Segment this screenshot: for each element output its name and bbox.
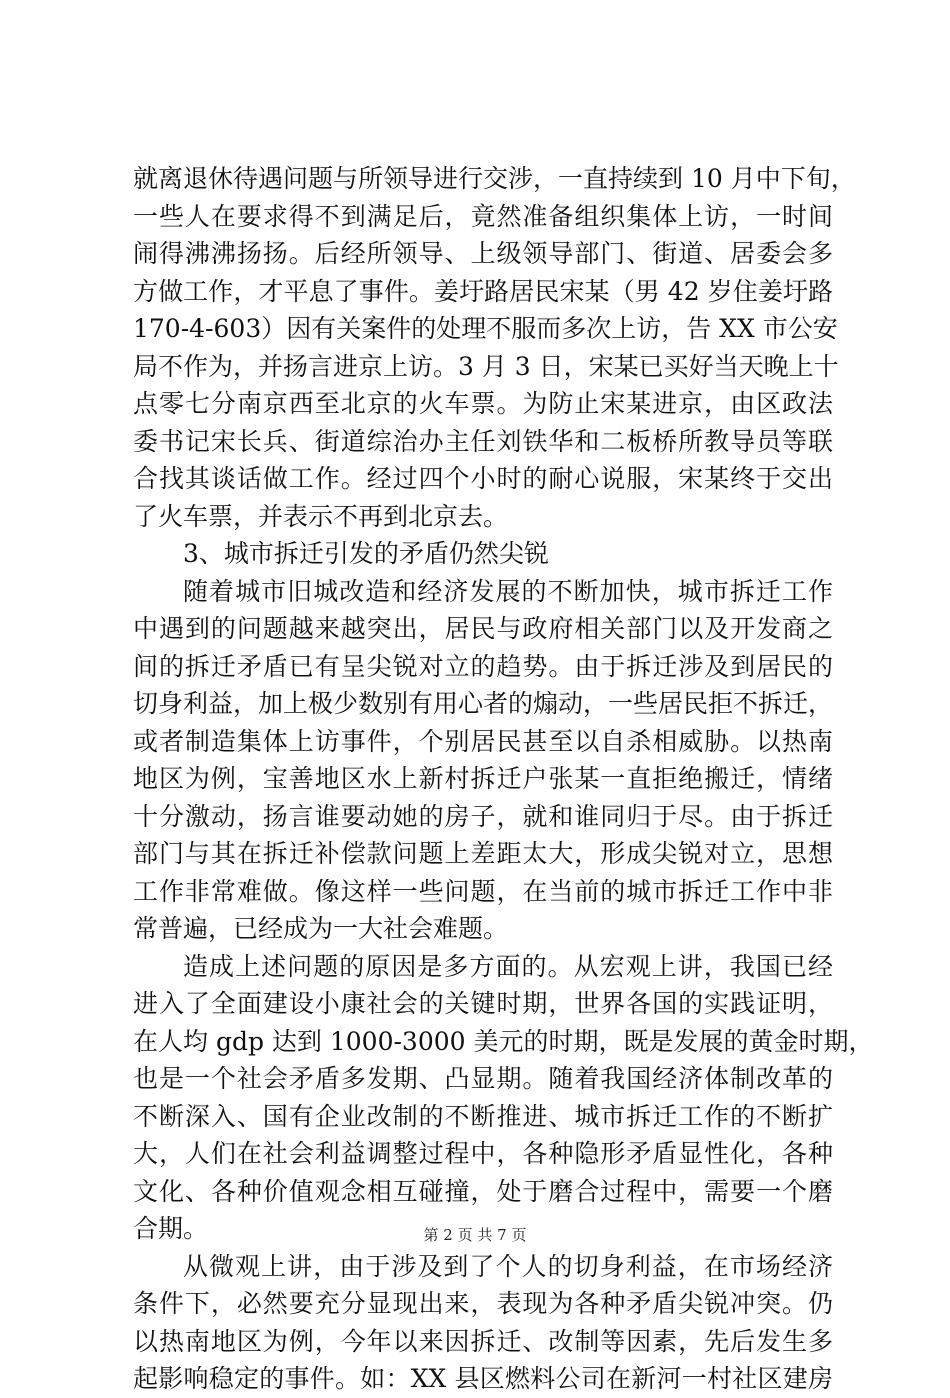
- paragraph-line: 大，人们在社会利益调整过程中，各种隐形矛盾显性化，各种: [133, 1139, 833, 1168]
- paragraph-line: 部门与其在拆迁补偿款问题上差距太大，形成尖锐对立，思想: [133, 839, 833, 868]
- paragraph-line: 随着城市旧城改造和经济发展的不断加快，城市拆迁工作: [183, 576, 833, 606]
- paragraph-line: 也是一个社会矛盾多发期、凸显期。随着我国经济体制改革的: [133, 1064, 833, 1093]
- page-footer: 第 2 页 共 7 页: [423, 1226, 527, 1244]
- paragraph: [133, 948, 874, 1248]
- paragraph-line: 闹得沸沸扬扬。后经所领导、上级领导部门、街道、居委会多: [133, 239, 833, 268]
- paragraph-line: 地区为例，宝善地区水上新村拆迁户张某一直拒绝搬迁，情绪: [133, 764, 833, 793]
- paragraph-line: 点零七分南京西至北京的火车票。为防止宋某进京，由区政法: [133, 389, 833, 418]
- paragraph-line: 局不作为，并扬言进京上访。3 月 3 日，宋某已买好当天晚上十: [133, 351, 839, 381]
- paragraph-line: 文化、各种价值观念相互碰撞，处于磨合过程中，需要一个磨: [133, 1176, 833, 1206]
- paragraph-line: 在人均 gdp 达到 1000-3000 美元的时期，既是发展的黄金时期，: [133, 1026, 874, 1056]
- paragraph-line: 进入了全面建设小康社会的关键时期，世界各国的实践证明，: [133, 989, 833, 1018]
- paragraph: [133, 160, 856, 535]
- paragraph-line: 170-4-603）因有关案件的处理不服而多次上访，告 XX 市公安: [133, 314, 838, 343]
- paragraph-line: 方做工作，才平息了事件。姜圩路居民宋某（男 42 岁住姜圩路: [133, 276, 833, 306]
- paragraph-line: 委书记宋长兵、街道综治办主任刘铁华和二板桥所教导员等联: [133, 426, 833, 456]
- paragraph-line: 从微观上讲，由于涉及到了个人的切身利益，在市场经济: [183, 1251, 833, 1281]
- paragraph-line: 间的拆迁矛盾已有呈尖锐对立的趋势。由于拆迁涉及到居民的: [133, 651, 833, 681]
- paragraph-line: 不断深入、国有企业改制的不断推进、城市拆迁工作的不断扩: [133, 1101, 833, 1131]
- paragraph-line: 了火车票，并表示不再到北京去。: [133, 501, 509, 531]
- paragraph: [133, 1248, 833, 1398]
- paragraph-line: 或者制造集体上访事件，个别居民甚至以自杀相威胁。以热南: [133, 726, 833, 756]
- paragraph-line: 3、城市拆迁引发的矛盾仍然尖锐: [183, 539, 549, 568]
- document-body: [133, 160, 874, 1398]
- paragraph-line: 常普遍，已经成为一大社会难题。: [133, 914, 509, 943]
- paragraph-line: 切身利益，加上极少数别有用心者的煽动，一些居民拒不拆迁，: [133, 689, 834, 718]
- paragraph-line: 合期。: [133, 1214, 209, 1243]
- paragraph: [133, 573, 833, 948]
- paragraph-line: 造成上述问题的原因是多方面的。从宏观上讲，我国已经: [183, 951, 833, 981]
- paragraph-line: 一些人在要求得不到满足后，竟然准备组织集体上访，一时间: [133, 201, 833, 231]
- paragraph-line: 就离退休待遇问题与所领导进行交涉，一直持续到 10 月中下旬，: [133, 164, 856, 193]
- paragraph-line: 十分激动，扬言谁要动她的房子，就和谁同归于尽。由于拆迁: [133, 801, 833, 831]
- paragraph-line: 起影响稳定的事件。如：XX 县区燃料公司在新河一村社区建房: [133, 1364, 833, 1393]
- paragraph-line: 中遇到的问题越来越突出，居民与政府相关部门以及开发商之: [133, 614, 833, 643]
- paragraph-line: 工作非常难做。像这样一些问题，在当前的城市拆迁工作中非: [133, 876, 833, 906]
- paragraph-line: 条件下，必然要充分显现出来，表现为各种矛盾尖锐冲突。仍: [133, 1289, 833, 1318]
- paragraph-line: 合找其谈话做工作。经过四个小时的耐心说服，宋某终于交出: [133, 464, 833, 493]
- paragraph-line: 以热南地区为例，今年以来因拆迁、改制等因素，先后发生多: [133, 1326, 833, 1356]
- paragraph: [133, 535, 833, 573]
